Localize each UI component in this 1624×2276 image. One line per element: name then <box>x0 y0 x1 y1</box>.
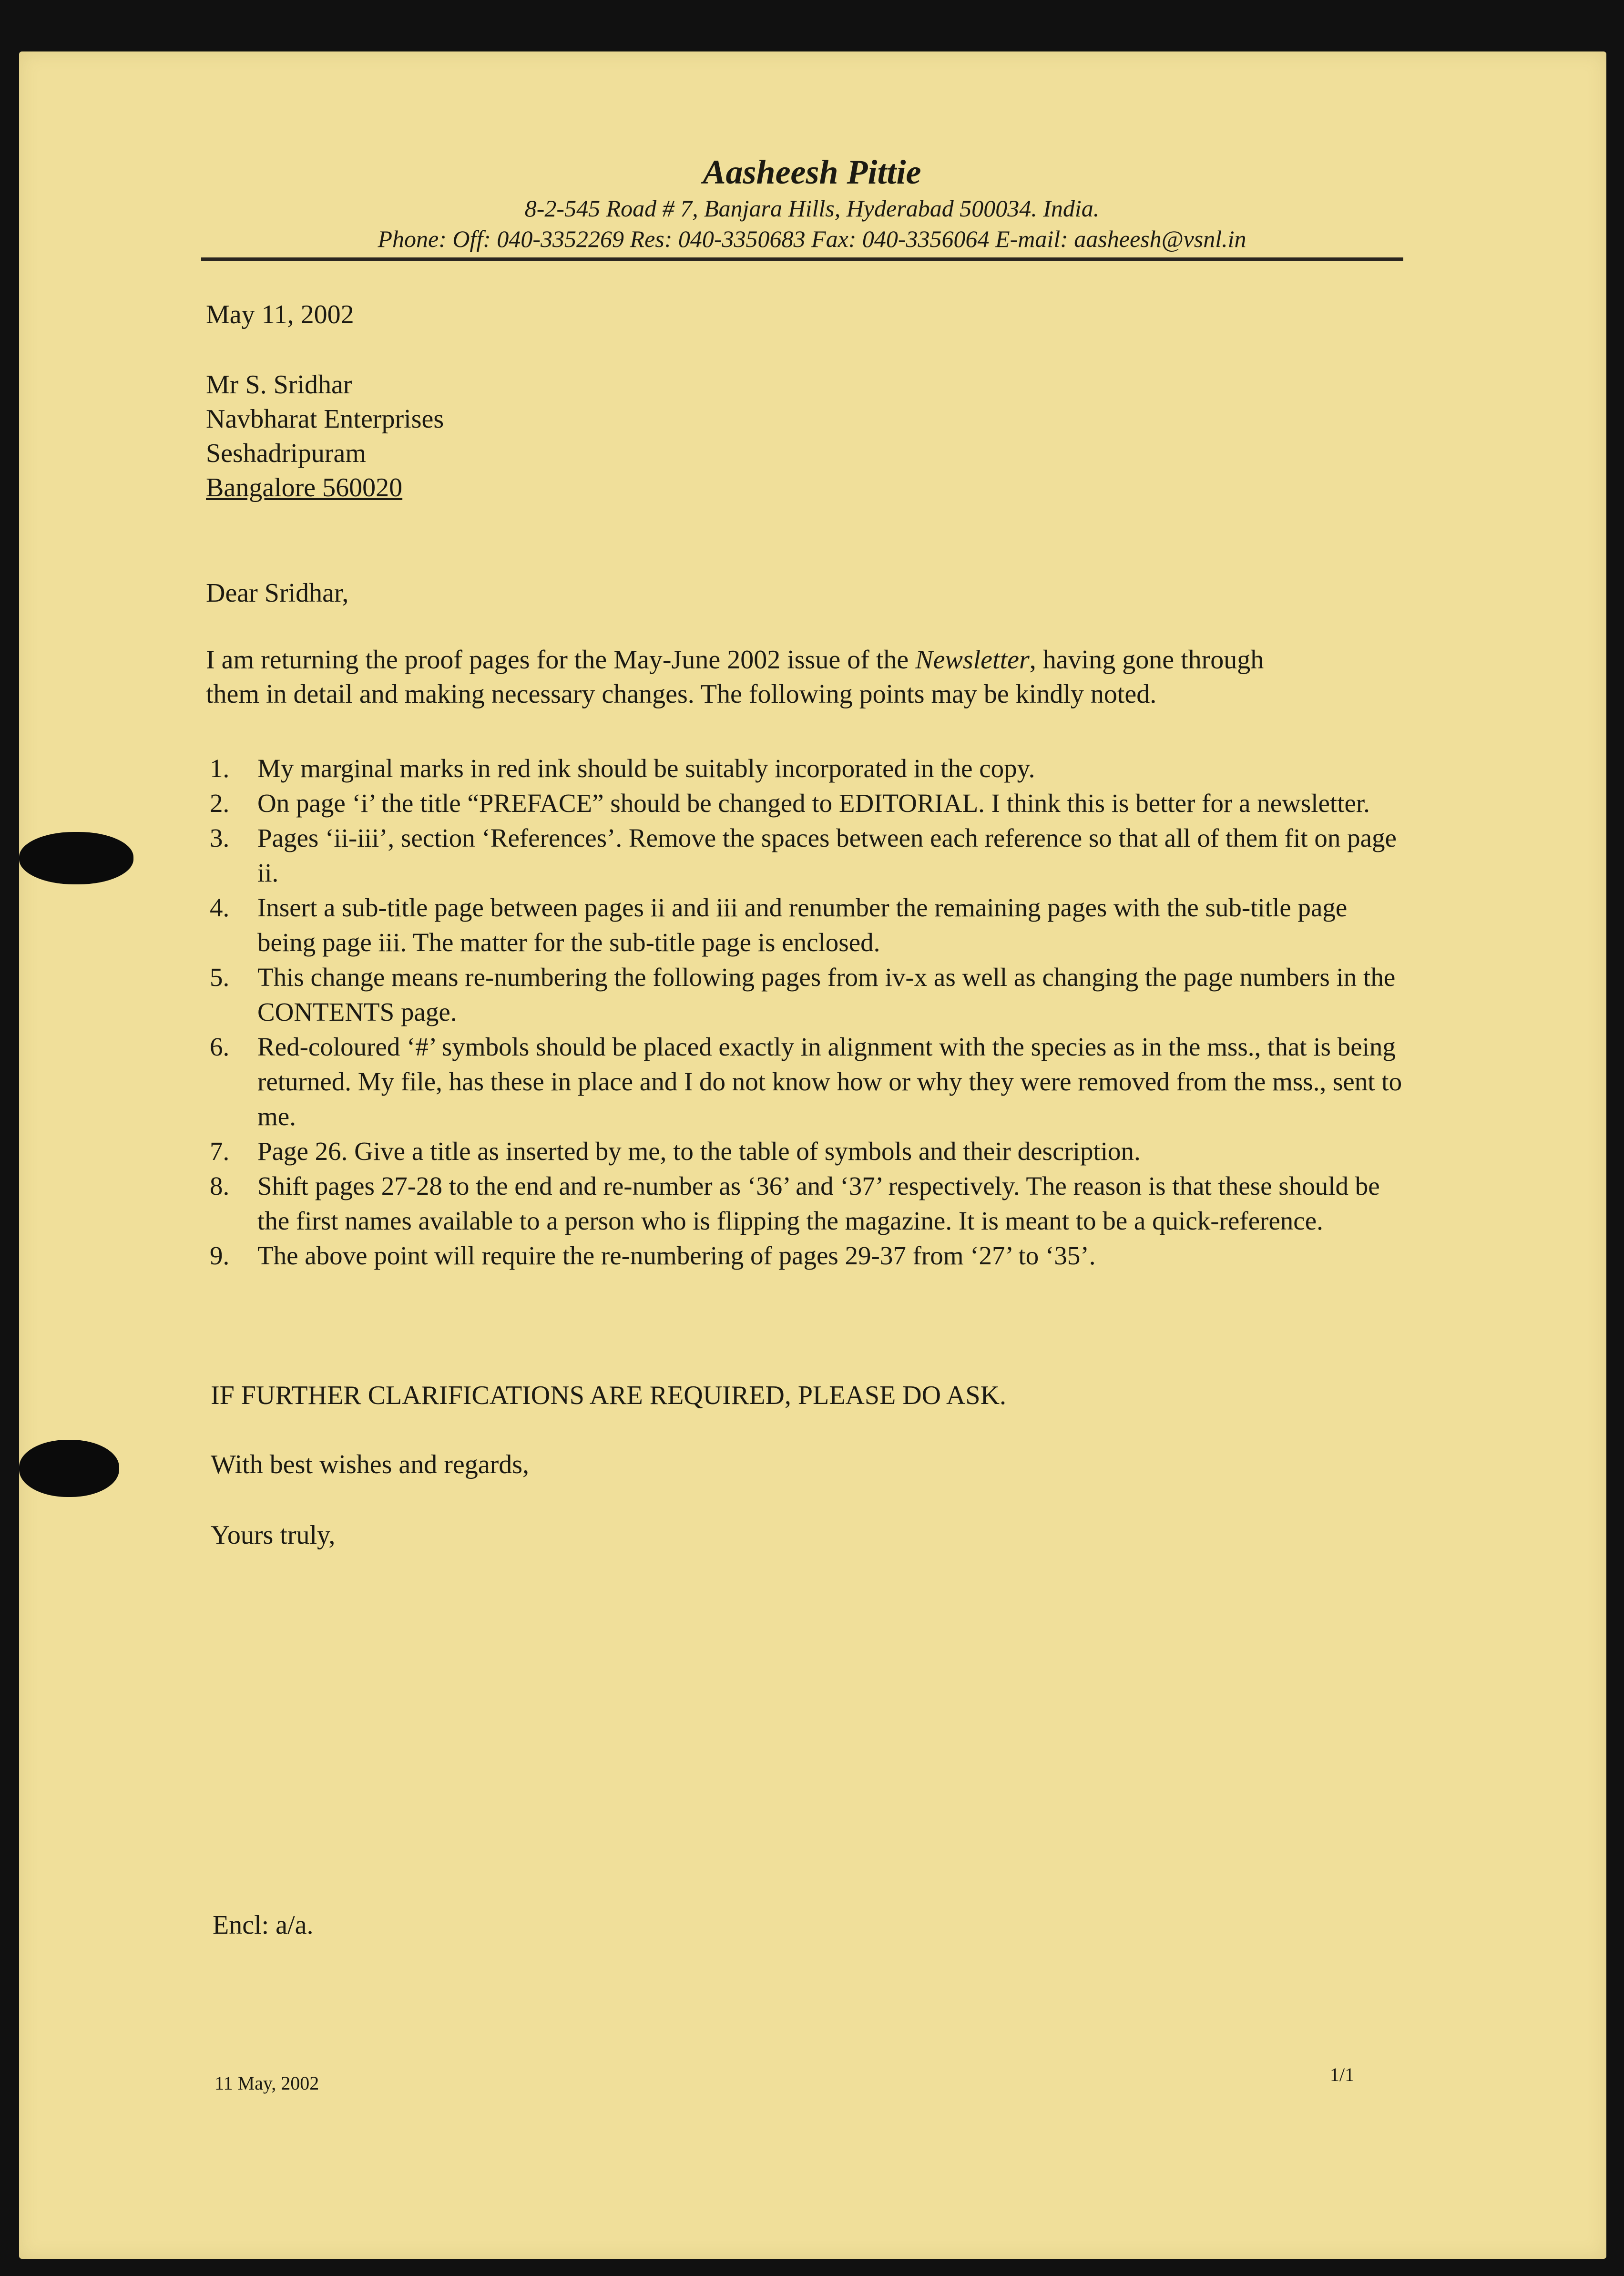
recipient-locality: Seshadripuram <box>206 439 366 468</box>
list-item <box>210 786 1411 820</box>
footer-page-number: 1/1 <box>1330 2064 1355 2085</box>
intro-line-1 <box>206 645 1264 675</box>
item-text: Red-coloured ‘#’ symbols should be placed exactly in alignment with the species as in the mss., that is being returned. My file, has these in place and I do not know how or why they were removed from the mss., sent to me. <box>257 1032 1402 1131</box>
points-list <box>210 751 1411 1273</box>
item-number: 8. <box>210 1171 230 1200</box>
item-text: Insert a sub-title page between pages ii and iii and renumber the remaining pages with the sub-title page being page iii. The matter for the sub-title page is enclosed. <box>257 893 1348 957</box>
item-text: Shift pages 27-28 to the end and re-number as ‘36’ and ‘37’ respectively. The reason is that these should be the first names available to a person who is flipping the magazine. It is meant to be a quick-reference. <box>257 1171 1380 1235</box>
footer-date: 11 May, 2002 <box>214 2072 319 2094</box>
recipient-name: Mr S. Sridhar <box>206 370 352 400</box>
item-text: Page 26. Give a title as inserted by me, to the table of symbols and their description. <box>257 1137 1141 1166</box>
list-item <box>210 1238 1411 1273</box>
clarification-note: IF FURTHER CLARIFICATIONS ARE REQUIRED, PLEASE DO ASK. <box>211 1381 1007 1410</box>
letter-date: May 11, 2002 <box>206 300 354 329</box>
closing-regards: With best wishes and regards, <box>211 1450 530 1479</box>
intro-text-start: I am returning the proof pages for the May-June 2002 issue of the <box>206 645 916 675</box>
intro-line-2: them in detail and making necessary changes. The following points may be kindly noted. <box>206 679 1157 709</box>
letterhead-name: Aasheesh Pittie <box>703 153 921 191</box>
item-number: 2. <box>210 789 230 818</box>
item-number: 5. <box>210 963 230 992</box>
newsletter-title: Newsletter <box>915 645 1030 675</box>
item-number: 1. <box>210 754 230 783</box>
list-item <box>210 890 1411 960</box>
item-number: 4. <box>210 893 230 922</box>
letterhead-address: 8-2-545 Road # 7, Banjara Hills, Hyderabad 500034. India. <box>524 195 1100 222</box>
enclosure-note: Encl: a/a. <box>213 1910 314 1940</box>
item-text: This change means re-numbering the following pages from iv-x as well as changing the page numbers in the CONTENTS page. <box>257 963 1396 1026</box>
item-number: 3. <box>210 823 230 852</box>
item-number: 9. <box>210 1241 230 1270</box>
item-number: 6. <box>210 1032 230 1061</box>
item-number: 7. <box>210 1137 230 1166</box>
torn-punch-hole-bottom <box>19 1440 119 1497</box>
list-item <box>210 1169 1411 1238</box>
recipient-city: Bangalore 560020 <box>206 473 403 502</box>
item-text: Pages ‘ii-iii’, section ‘References’. Remove the spaces between each reference so that all of them fit on page ii. <box>257 823 1397 887</box>
list-item <box>210 751 1411 786</box>
list-item <box>210 960 1411 1029</box>
letterhead-contact: Phone: Off: 040-3352269 Res: 040-3350683 Fax: 040-3356064 E-mail: aasheesh@vsnl.in <box>378 226 1246 252</box>
intro-text-end: , having gone through <box>1029 645 1264 675</box>
letterhead-rule <box>201 257 1403 261</box>
closing-yours: Yours truly, <box>211 1520 336 1550</box>
item-text: On page ‘i’ the title “PREFACE” should be changed to EDITORIAL. I think this is better for a newsletter. <box>257 789 1370 818</box>
salutation: Dear Sridhar, <box>206 578 349 608</box>
list-item <box>210 1029 1411 1134</box>
item-text: My marginal marks in red ink should be suitably incorporated in the copy. <box>257 754 1035 783</box>
item-text: The above point will require the re-numbering of pages 29-37 from ‘27’ to ‘35’. <box>257 1241 1096 1270</box>
list-item <box>210 820 1411 890</box>
list-item <box>210 1134 1411 1169</box>
recipient-company: Navbharat Enterprises <box>206 404 444 434</box>
torn-punch-hole-top <box>19 832 133 884</box>
